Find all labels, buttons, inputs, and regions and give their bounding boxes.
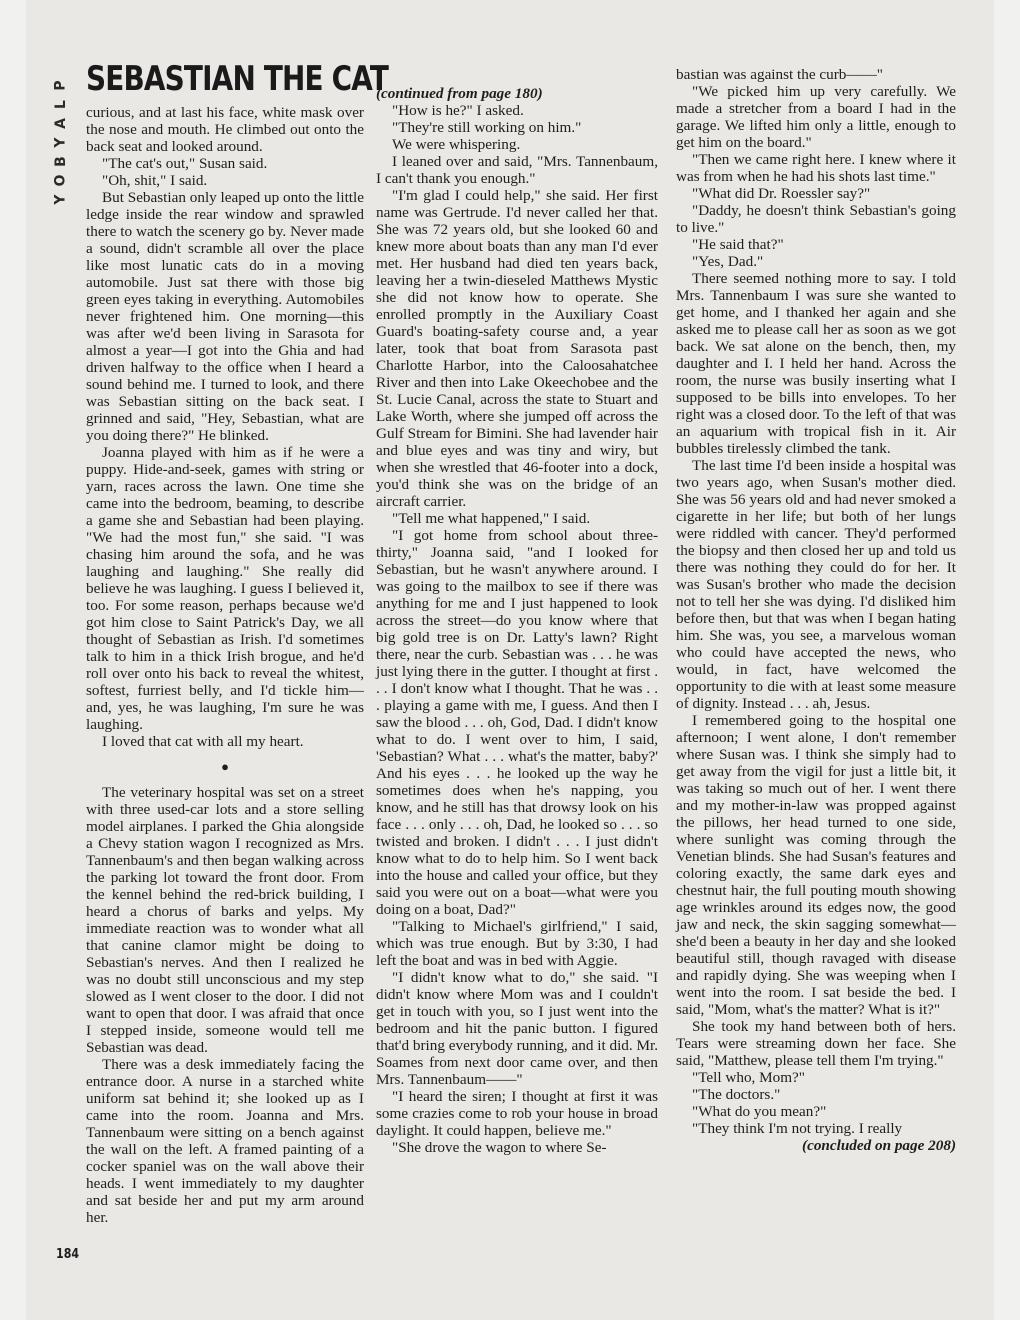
paragraph: She took my hand between both of hers. Tears were streaming down her face. She said, "Matthew, please tell them I'm trying." [676, 1018, 956, 1069]
magazine-letter: B [52, 156, 69, 167]
paragraph: "I heard the siren; I thought at first it was some crazies come to rob your house in broad daylight. It could happen, believe me." [376, 1088, 658, 1139]
paragraph: "Oh, shit," I said. [102, 172, 208, 189]
magazine-letter: Y [52, 137, 69, 148]
paragraph: There seemed nothing more to say. I told Mrs. Tannenbaum I was sure she wanted to get home, and I thanked her again and she asked me to please call her as soon as we got back. We sat alone on the bench, then, my daughter and I. I held her hand. Across the room, the nurse was busily inserting what I supposed to be bills into envelopes. To her right was a closed door. To the left of that was an aquarium with tropical fish in it. Air bubbles tirelessly climbed the tank. [676, 270, 956, 457]
paragraph: "What do you mean?" [692, 1103, 827, 1120]
paragraph: "They're still working on him." [392, 119, 582, 136]
magazine-letter: P [52, 80, 69, 91]
paragraph: I loved that cat with all my heart. [102, 733, 304, 750]
section-divider: ● [221, 759, 229, 774]
paragraph: "Tell who, Mom?" [692, 1069, 805, 1086]
paragraph: "The cat's out," Susan said. [102, 155, 268, 172]
paragraph: "What did Dr. Roessler say?" [692, 185, 871, 202]
concluded-on-note: (concluded on page 208) [802, 1137, 956, 1154]
paragraph: "The doctors." [692, 1086, 781, 1103]
article-title: SEBASTIAN THE CAT [86, 59, 389, 99]
paragraph: "Tell me what happened," I said. [392, 510, 591, 527]
paragraph: "She drove the wagon to where Se- [392, 1139, 607, 1156]
paragraph: "Yes, Dad." [692, 253, 764, 270]
paragraph: bastian was against the curb——" [676, 66, 883, 83]
paragraph: The veterinary hospital was set on a street with three used-car lots and a store selling model airplanes. I parked the Ghia alongside a Chevy station wagon I recognized as Mrs. Tannenbaum's and then began walking across the parking lot toward the front door. From the kennel behind the red-brick building, I heard a chorus of barks and yelps. My immediate reaction was to wonder what all that canine clamor might be doing to Sebastian's nerves. And then I realized he was no doubt still unconscious and my step slowed as I went closer to the door. I did not want to open that door. I was afraid that once I stepped inside, someone would tell me Sebastian was dead. [86, 784, 364, 1056]
paragraph: The last time I'd been inside a hospital was two years ago, when Susan's mother died. She was 56 years old and had never smoked a cigarette in her life; but both of her lungs were riddled with cancer. They'd performed the biopsy and then closed her up and told us there was nothing they could do for her. It was Susan's brother who made the decision not to tell her she was dying. I'd disliked him before then, but that was when I began hating him. She was, you see, a marvelous woman who could have accepted the news, who would, in fact, have welcomed the opportunity to die with at least some measure of dignity. Instead . . . ah, Jesus. [676, 457, 956, 712]
paragraph: "How is he?" I asked. [392, 102, 524, 119]
paragraph: I remembered going to the hospital one afternoon; I went alone, I don't remember where Susan was. I think she simply had to get away from the vigil for just a little bit, it was taking so much out of her. I went there and my mother-in-law was propped against the pillows, her head turned to one side, where sunlight was coming through the Venetian blinds. She had Susan's features and coloring exactly, the same dark eyes and chestnut hair, the full pouting mouth showing age wrinkles around its edges now, the good jaw and neck, the skin sagging somewhat—she'd been a beauty in her day and she looked beautiful still, though ravaged with disease and rapidly dying. She was weeping when I went into the room. I sat beside the bed. I said, "Mom, what's the matter? What is it?" [676, 712, 956, 1018]
column-2 [376, 85, 658, 1156]
magazine-letter: A [52, 118, 69, 129]
column-1 [86, 104, 364, 1226]
paragraph: "Talking to Michael's girlfriend," I said, which was true enough. But by 3:30, I had left the boat and was in bed with Aggie. [376, 918, 658, 969]
paragraph: "Then we came right here. I knew where it was from when he had his shots last time." [676, 151, 956, 185]
magazine-letter: Y [52, 194, 69, 205]
continued-from-note: (continued from page 180) [376, 85, 543, 102]
magazine-name-vertical [46, 76, 76, 209]
paragraph: But Sebastian only leaped up onto the little ledge inside the rear window and sprawled there to watch the scenery go by. Never made a sound, didn't scramble all over the place like most lunatic cats do in a moving automobile. Just sat there with those big green eyes taking in everything. Automobiles never frightened him. One morning—this was after we'd been living in Sarasota for almost a year—I got into the Ghia and had driven halfway to the office when I heard a sound behind me. I turned to look, and there was Sebastian sitting on the back seat. I grinned and said, "Hey, Sebastian, what are you doing there?" He blinked. [86, 189, 364, 444]
paragraph: Joanna played with him as if he were a puppy. Hide-and-seek, games with string or yarn, races across the lawn. One time she came into the bedroom, beaming, to describe a game she and Sebastian had been playing. "We had the most fun," she said. "I was chasing him around the sofa, and he was laughing and laughing." She really did believe he was laughing. I guess I believed it, too. For some reason, perhaps because we'd got him close to Saint Patrick's Day, we all thought of Sebastian as Irish. I'd sometimes talk to him in a thick Irish brogue, and he'd roll over onto his back to reveal the whitest, softest, furriest belly, and I'd tickle him—and, yes, he was laughing, I'm sure he was laughing. [86, 444, 364, 733]
magazine-letter: L [52, 100, 69, 109]
magazine-letter: O [52, 174, 69, 187]
paragraph: "We picked him up very carefully. We made a stretcher from a board I had in the garage. We lifted him only a little, enough to get him on the board." [676, 83, 956, 151]
paragraph: "Daddy, he doesn't think Sebastian's going to live." [676, 202, 956, 236]
paragraph: We were whispering. [392, 136, 521, 153]
paragraph: "I got home from school about three-thirty," Joanna said, "and I looked for Sebastian, but he wasn't anywhere around. I was going to the mailbox to see if there was anything for me and I just happened to look across the street—do you know where that big gold tree is on Dr. Latty's lawn? Right there, near the curb. Sebastian was . . . he was just lying there in the gutter. I thought at first . . . I don't know what I thought. That he was . . . playing a game with me, I guess. And then I saw the blood . . . oh, God, Dad. I didn't know what to do. I went over to him, I said, 'Sebastian? What . . . what's the matter, baby?' And his eyes . . . he looked up the way he sometimes does when he's napping, you know, and he still has that drowsy look on his face . . . only . . . oh, Dad, he looked so . . . so twisted and broken. I didn't . . . I just didn't know what to do to help him. So I went back into the house and called your office, but they said you were out on a boat—what were you doing on a boat, Dad?" [376, 527, 658, 918]
paragraph: I leaned over and said, "Mrs. Tannenbaum, I can't thank you enough." [376, 153, 658, 187]
paragraph: There was a desk immediately facing the entrance door. A nurse in a starched white uniform sat behind it; she looked up as I came into the room. Joanna and Mrs. Tannenbaum were sitting on a bench against the wall on the left. A framed painting of a cocker spaniel was on the wall above their heads. I went immediately to my daughter and sat beside her and put my arm around her. [86, 1056, 364, 1226]
paragraph: "I'm glad I could help," she said. Her first name was Gertrude. I'd never called her that. She was 72 years old, but she looked 60 and knew more about boats than any man I'd ever met. Her husband had died ten years back, leaving her a twin-dieseled Matthews Mystic she did not know how to operate. She enrolled promptly in the Auxiliary Coast Guard's boating-safety course and, a year later, took that boat from Sarasota past Charlotte Harbor, into the Caloosahatchee River and then into Lake Okeechobee and the St. Lucie Canal, across the state to Stuart and Lake Worth, where she jumped off across the Gulf Stream for Bimini. She had lavender hair and blue eyes and was tiny and wiry, but when she wrestled that 46-footer into a dock, you'd think she was on the bridge of an aircraft carrier. [376, 187, 658, 510]
column-3 [676, 66, 956, 1154]
paragraph: "They think I'm not trying. I really [692, 1120, 903, 1137]
paragraph: curious, and at last his face, white mask over the nose and mouth. He climbed out onto the back seat and looked around. [86, 104, 364, 155]
paragraph: "I didn't know what to do," she said. "I didn't know where Mom was and I couldn't get in touch with you, so I just went into the bedroom and hit the panic button. I figured that'd bring everybody running, and it did. Mr. Soames from next door came over, and then Mrs. Tannenbaum——" [376, 969, 658, 1088]
page-number: 184 [56, 1247, 80, 1262]
paragraph: "He said that?" [692, 236, 784, 253]
